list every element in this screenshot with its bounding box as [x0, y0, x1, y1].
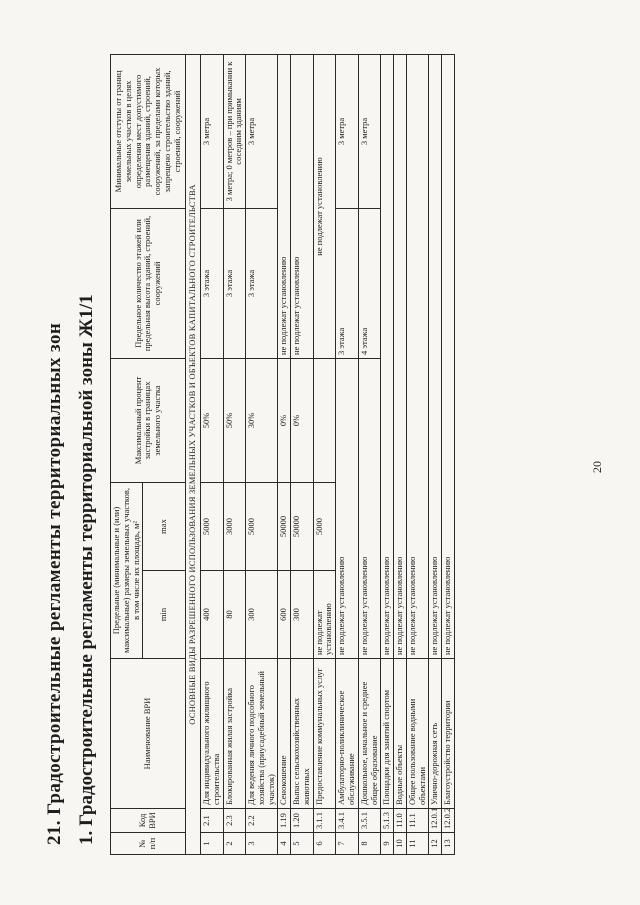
table-row	[381, 54, 394, 854]
cell-num: 8	[358, 833, 381, 855]
table-row	[223, 54, 246, 854]
cell-max: 3000	[223, 482, 246, 570]
cell-num: 12	[429, 833, 442, 855]
header-max: max	[143, 482, 186, 570]
cell-name: Выпас сельскохозяйственных животных	[291, 659, 314, 809]
section-title: ОСНОВНЫЕ ВИДЫ РАЗРЕШЕННОГО ИСПОЛЬЗОВАНИЯ ЗЕМЕЛЬНЫХ УЧАСТКОВ И ОБЪЕКТОВ КАПИТАЛЬНОГО СТРОИТЕЛЬСТВА	[186, 54, 201, 854]
regulations-table	[110, 54, 455, 855]
cell-all-params: не подлежат установлению	[381, 54, 394, 658]
table-row	[429, 54, 442, 854]
section-row	[186, 54, 201, 854]
cell-percent: 50%	[223, 358, 246, 482]
table-row	[201, 54, 224, 854]
table-row	[394, 54, 407, 854]
cell-percent: 0%	[278, 358, 291, 482]
cell-floors: 4 этажа	[358, 208, 381, 358]
cell-max: 50000	[278, 482, 291, 570]
cell-num: 1	[201, 833, 224, 855]
header-code: Код ВРИ	[111, 809, 186, 833]
cell-sizes-percent: не подлежат установлению	[358, 358, 381, 658]
cell-all-params: не подлежат установлению	[394, 54, 407, 658]
cell-floors-setback: не подлежат установлению	[291, 54, 314, 358]
cell-code: 3.5.1	[358, 809, 381, 833]
header-row	[111, 54, 143, 854]
cell-code: 5.1.3	[381, 809, 394, 833]
cell-name: Для индивидуального жилищного строительства	[201, 659, 224, 809]
cell-all-params: не подлежат установлению	[429, 54, 442, 658]
cell-max: 5000	[201, 482, 224, 570]
cell-floors: 3 этажа	[336, 208, 359, 358]
cell-floors-setback: не подлежат установлению	[313, 54, 336, 358]
cell-num: 10	[394, 833, 407, 855]
cell-floors: 3 этажа	[246, 208, 278, 358]
cell-name: Предоставление коммунальных услуг	[313, 659, 336, 809]
cell-percent: 50%	[201, 358, 224, 482]
cell-code: 1.19	[278, 809, 291, 833]
cell-min: 300	[246, 571, 278, 659]
cell-code: 3.4.1	[336, 809, 359, 833]
cell-code: 12.0.1	[429, 809, 442, 833]
cell-setback: 3 метра; 0 метров – при примыкании к соседним зданиям	[223, 54, 246, 208]
cell-name: Водные объекты	[394, 659, 407, 809]
cell-name: Дошкольное, начальное и среднее общее образование	[358, 659, 381, 809]
cell-min: 300	[291, 571, 314, 659]
cell-code: 2.1	[201, 809, 224, 833]
header-setbacks: Минимальные отступы от границ земельных участков в целях определения мест допустимого размещения зданий, строений, сооружений, за пределами которых запрещено строительство зданий, строений, сооружений	[111, 54, 186, 208]
cell-setback: 3 метра	[246, 54, 278, 208]
cell-code: 11.1	[406, 809, 429, 833]
cell-num: 5	[291, 833, 314, 855]
cell-all-params: не подлежат установлению	[442, 54, 455, 658]
cell-setback: 3 метра	[336, 54, 359, 208]
cell-floors: 3 этажа	[201, 208, 224, 358]
cell-code: 2.3	[223, 809, 246, 833]
header-percent: Максимальный процент застройки в границах земельного участка	[111, 358, 186, 482]
cell-setback: 3 метра	[358, 54, 381, 208]
cell-min: 80	[223, 571, 246, 659]
cell-max: 5000	[313, 482, 336, 570]
table-row	[246, 54, 278, 854]
cell-all-params: не подлежат установлению	[406, 54, 429, 658]
cell-num: 13	[442, 833, 455, 855]
table-row	[291, 54, 314, 854]
header-min: min	[143, 571, 186, 659]
cell-min: 400	[201, 571, 224, 659]
cell-floors: 3 этажа	[223, 208, 246, 358]
cell-name: Для ведения личного подсобного хозяйства (приусадебный земельный участок)	[246, 659, 278, 809]
table-row	[358, 54, 381, 854]
cell-name: Площадки для занятий спортом	[381, 659, 394, 809]
cell-sizes-percent: не подлежат установлению	[336, 358, 359, 658]
cell-percent	[313, 358, 336, 482]
cell-num: 2	[223, 833, 246, 855]
cell-name: Общее пользование водными объектами	[406, 659, 429, 809]
cell-min: 600	[278, 571, 291, 659]
cell-name: Благоустройство территории	[442, 659, 455, 809]
cell-name: Амбулаторно-поликлиническое обслуживание	[336, 659, 359, 809]
cell-max: 5000	[246, 482, 278, 570]
table-row	[336, 54, 359, 854]
page-number: 20	[590, 461, 604, 473]
cell-percent: 0%	[291, 358, 314, 482]
cell-setback: 3 метра	[201, 54, 224, 208]
cell-name: Блокированная жилая застройка	[223, 659, 246, 809]
header-sizes: Предельные (минимальные и (или) максимальные) размеры земельных участков, в том числе их площадь, м²	[111, 482, 143, 658]
cell-name: Улично-дорожная сеть	[429, 659, 442, 809]
cell-num: 3	[246, 833, 278, 855]
header-num: № п/п	[111, 833, 186, 855]
header-floors: Предельное количество этажей или предельная высота зданий, строений, сооружений	[111, 208, 186, 358]
cell-min: не подлежат установлению	[313, 571, 336, 659]
cell-num: 9	[381, 833, 394, 855]
table-row	[278, 54, 291, 854]
cell-floors-setback: не подлежат установлению	[278, 54, 291, 358]
cell-name: Сенокошение	[278, 659, 291, 809]
cell-num: 11	[406, 833, 429, 855]
cell-code: 1.20	[291, 809, 314, 833]
header-name: Наименование ВРИ	[111, 659, 186, 809]
cell-code: 3.1.1	[313, 809, 336, 833]
cell-num: 7	[336, 833, 359, 855]
cell-code: 2.2	[246, 809, 278, 833]
section-heading: 21. Градостроительные регламенты территориальных зон	[44, 322, 65, 845]
table-row	[442, 54, 455, 854]
table-row	[406, 54, 429, 854]
table-row	[313, 54, 336, 854]
cell-num: 6	[313, 833, 336, 855]
cell-num: 4	[278, 833, 291, 855]
cell-max: 50000	[291, 482, 314, 570]
zone-heading: 1. Градостроительные регламенты территориальной зоны Ж1/1	[76, 294, 97, 845]
cell-code: 11.0	[394, 809, 407, 833]
cell-percent: 30%	[246, 358, 278, 482]
cell-code: 12.0.2	[442, 809, 455, 833]
